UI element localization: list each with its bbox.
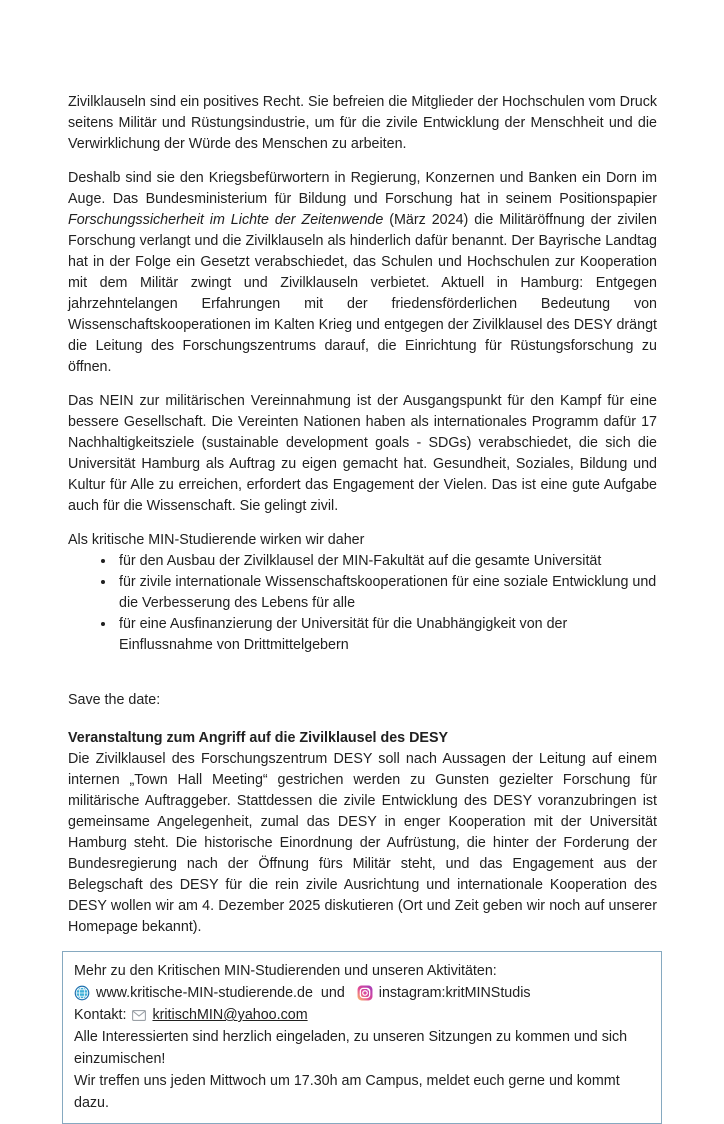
instagram-handle: instagram:kritMINStudis: [378, 985, 531, 1001]
list-item: • für den Ausbau der Zivilklausel der MIN-Fakultät auf die gesamte Universität: [116, 551, 657, 572]
save-the-date: Save the date:: [68, 692, 161, 708]
contact-box: [62, 951, 662, 1124]
list-item: • für zivile internationale Wissenschaftskooperationen für eine soziale Entwicklung und die Verbesserung des Lebens für alle: [116, 572, 657, 614]
invitation-text: Alle Interessierten sind herzlich eingeladen, zu unseren Sitzungen zu kommen und sich einzumischen!: [74, 1029, 628, 1067]
list-intro: Als kritische MIN-Studierende wirken wir daher: [68, 532, 365, 548]
list-item: • für eine Ausfinanzierung der Universität für die Unabhängigkeit von der Einflussnahme von Drittmittelgebern: [116, 614, 657, 656]
paragraph-text-post: (März 2024) die Militäröffnung der zivilen Forschung verlangt und die Zivilklauseln als hinderlich dafür benannt. Der Bayrische Landtag hat in der Folge ein Gesetzt verabschiedet, das Schulen und Hochschulen zur Kooperation mit dem Militär zwingt und Zivilklauseln verbietet. Aktuell in Hamburg: Entgegen jahrzehntelangen Erfahrungen mit der friedensförderlichen Bedeutung von Wissenschaftskooperationen im Kalten Krieg und entgegen der Zivilklausel des DESY drängt die Leitung des Forschungszentrums darauf, die Einrichtung für Rüstungsforschung zu öffnen.: [68, 212, 657, 375]
links-line: [74, 982, 650, 1004]
instagram-icon: [357, 985, 373, 1001]
globe-icon: [74, 985, 90, 1001]
paragraph-zivilklauseln: Zivilklauseln sind ein positives Recht. Sie befreien die Mitglieder der Hochschulen vom Druck seitens Militär und Rüstungsindustrie, um für die zivile Entwicklung der Menschheit und die Verwirklichung der Würde des Menschen zu arbeiten.: [68, 94, 657, 152]
paragraph-nein-zur-vereinnahmung: Das NEIN zur militärischen Vereinnahmung ist der Ausgangspunkt für den Kampf für eine bessere Gesellschaft. Die Vereinten Nationen haben als internationales Programm dafür 17 Nachhaltigkeitsziele (sustainable development goals - SDGs) verabschiedet, die sich die Universität Hamburg als Auftrag zu eigen gemacht hat. Gesundheit, Soziales, Bildung und Kultur für Alle zu erreichen, erfordert das Engagement der Vielen. Das ist eine gute Aufgabe auch für die Wissenschaft. Sie gelingt zivil.: [68, 393, 657, 514]
event-title: Veranstaltung zum Angriff auf die Zivilklausel des DESY: [68, 730, 449, 746]
meeting-info-text: Wir treffen uns jeden Mittwoch um 17.30h am Campus, meldet euch gerne und kommt dazu.: [74, 1073, 620, 1111]
website-url: www.kritische-MIN-studierende.de: [96, 985, 313, 1001]
paragraph-kriegsbefuerworter: [68, 168, 657, 378]
demands-list: [68, 551, 657, 656]
connector-text: und: [320, 985, 345, 1001]
email-link[interactable]: kritischMIN@yahoo.com: [152, 1007, 308, 1023]
contact-label: Kontakt:: [74, 1007, 127, 1023]
contact-line: [74, 1004, 650, 1026]
contact-intro: Mehr zu den Kritischen MIN-Studierenden und unseren Aktivitäten:: [74, 963, 497, 979]
envelope-icon: [132, 1010, 146, 1021]
positionspapier-title: Forschungssicherheit im Lichte der Zeitenwende: [68, 212, 384, 228]
paragraph-text-pre: Deshalb sind sie den Kriegsbefürwortern in Regierung, Konzernen und Banken ein Dorn im Auge. Das Bundesministerium für Bildung und Forschung hat in seinem Positionspapier: [68, 170, 657, 207]
event-body: Die Zivilklausel des Forschungszentrum DESY soll nach Aussagen der Leitung auf einem internen „Town Hall Meeting“ gestrichen werden zu Gunsten gezielter Forschung für militärische Auftraggeber. Stattdessen die zivile Entwicklung des DESY voranzubringen ist gemeinsame Angelegenheit, zumal das DESY in enger Kooperation mit der Universität Hamburg steht. Die historische Einordnung der Aufrüstung, die hinter der Forderung der Bundesregierung nach der Öffnung fürs Militär steht, und das Engagement aus der Belegschaft des DESY für die rein zivile Ausrichtung und internationale Kooperation des DESY wollen wir am 4. Dezember 2025 diskutieren (Ort und Zeit geben wir noch auf unserer Homepage bekannt).: [68, 751, 657, 935]
